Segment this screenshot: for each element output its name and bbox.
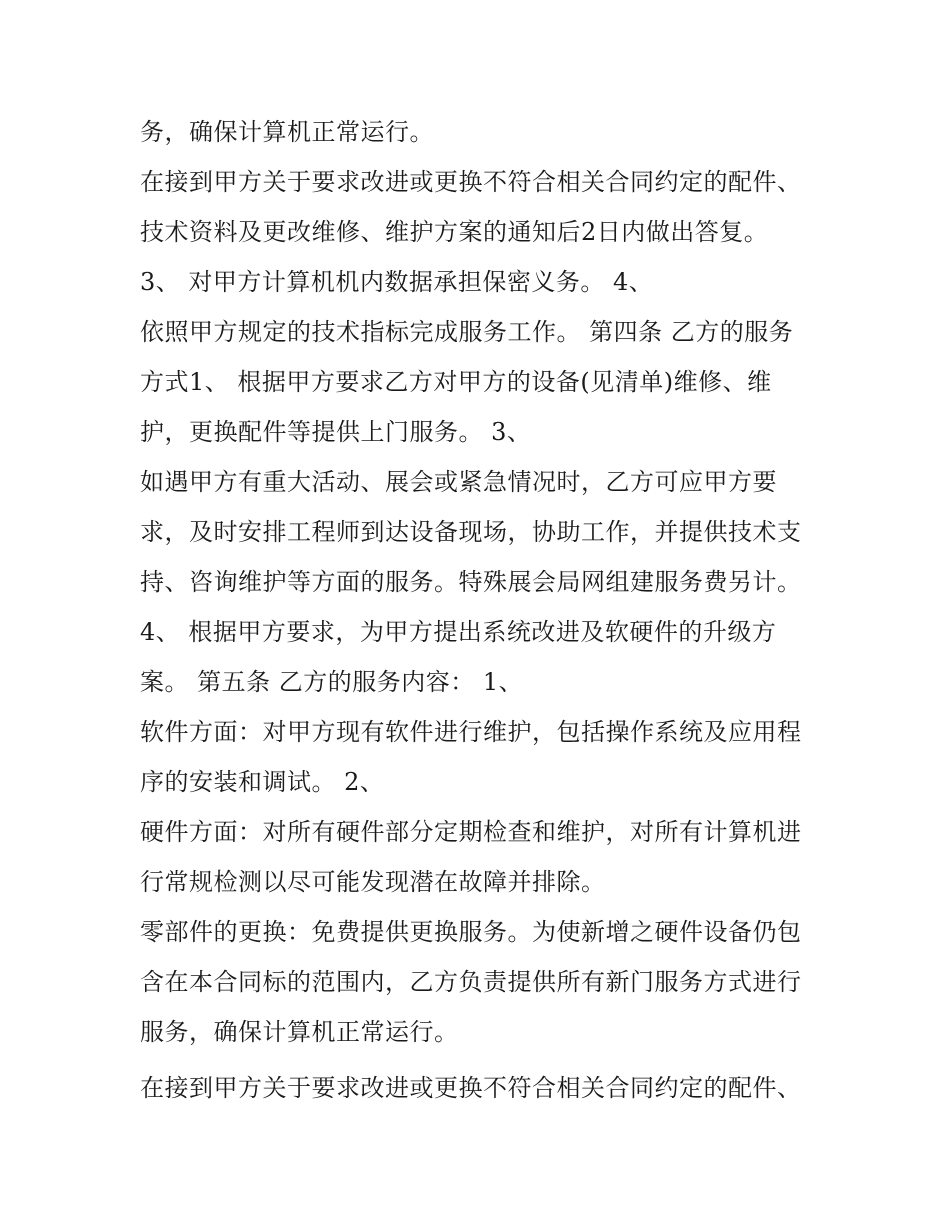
text-line: 如遇甲方有重大活动、展会或紧急情况时，乙方可应甲方要	[140, 468, 777, 496]
text-line: 服务，确保计算机正常运行。	[140, 1018, 459, 1046]
text-line: 方式1、 根据甲方要求乙方对甲方的设备(见清单)维修、维	[140, 368, 772, 396]
text-line: 务，确保计算机正常运行。	[140, 118, 434, 146]
text-line: 含在本合同标的范围内，乙方负责提供所有新门服务方式进行	[140, 968, 802, 996]
text-line: 在接到甲方关于要求改进或更换不符合相关合同约定的配件、	[140, 168, 802, 196]
text-line: 在接到甲方关于要求改进或更换不符合相关合同约定的配件、	[140, 1074, 802, 1102]
text-line: 3、 对甲方计算机机内数据承担保密义务。 4、	[140, 268, 654, 296]
text-line: 护，更换配件等提供上门服务。 3、	[140, 418, 532, 446]
text-line: 软件方面：对甲方现有软件进行维护，包括操作系统及应用程	[140, 718, 802, 746]
text-line: 求，及时安排工程师到达设备现场，协助工作，并提供技术支	[140, 518, 802, 546]
text-line: 技术资料及更改维修、维护方案的通知后2日内做出答复。	[140, 218, 769, 246]
text-line: 零部件的更换：免费提供更换服务。为使新增之硬件设备仍包	[140, 918, 802, 946]
text-line: 案。 第五条 乙方的服务内容： 1、	[140, 668, 524, 696]
text-line: 序的安装和调试。 2、	[140, 768, 385, 796]
text-line: 4、 根据甲方要求，为甲方提出系统改进及软硬件的升级方	[140, 618, 777, 646]
text-line: 行常规检测以尽可能发现潜在故障并排除。	[140, 868, 606, 896]
text-line: 依照甲方规定的技术指标完成服务工作。 第四条 乙方的服务	[140, 318, 794, 346]
text-line: 硬件方面：对所有硬件部分定期检查和维护，对所有计算机进	[140, 818, 802, 846]
text-line: 持、咨询维护等方面的服务。特殊展会局网组建服务费另计。	[140, 568, 802, 596]
document-body	[140, 107, 830, 1113]
